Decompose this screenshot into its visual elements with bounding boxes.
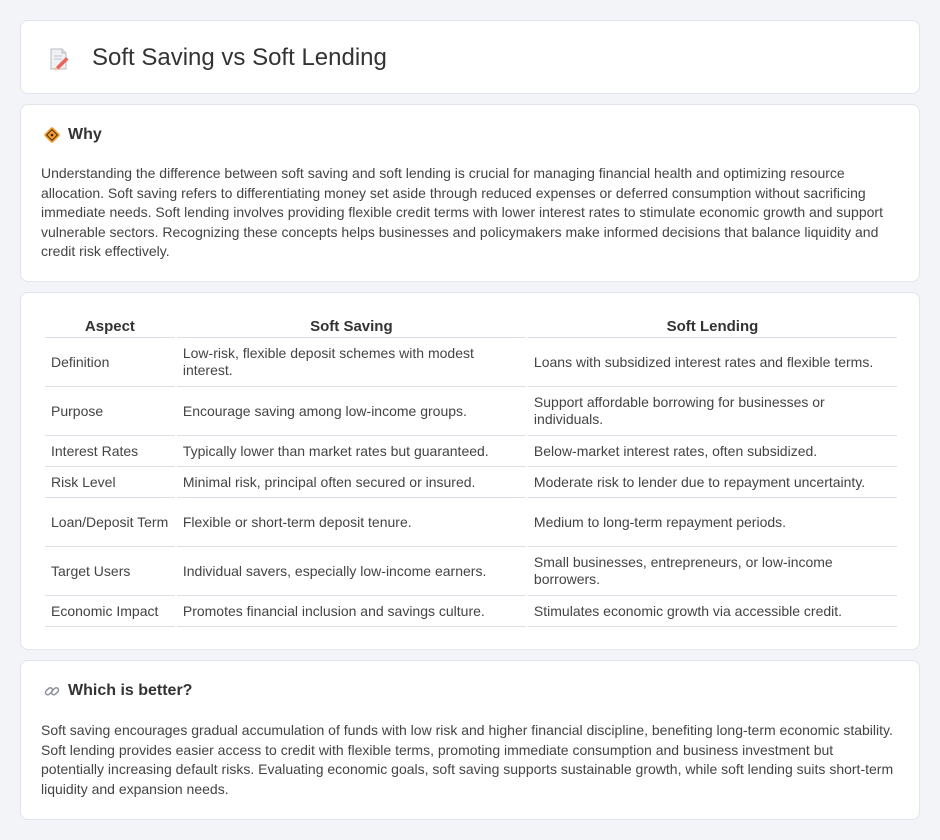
aspect-cell: Loan/Deposit Term	[45, 498, 175, 547]
better-text: Soft saving encourages gradual accumulation of funds with low risk and higher financial discipline, benefiting long-term economic stability. Soft lending provides easier access to credit with flexible terms, promoting immediate consumption and business investment but potentially increasing default risks. Evaluating economic goals, soft saving supports sustainable growth, while soft lending suits short-term liquidity and expansion needs.	[41, 722, 894, 797]
why-header	[43, 126, 102, 144]
aspect-cell: Risk Level	[45, 467, 175, 498]
document-pencil-icon	[48, 47, 70, 71]
soft-saving-cell: Encourage saving among low-income groups.	[177, 387, 526, 436]
soft-lending-cell: Moderate risk to lender due to repayment uncertainty.	[528, 467, 897, 498]
aspect-cell: Purpose	[45, 387, 175, 436]
comparison-table	[43, 317, 899, 627]
soft-lending-cell: Stimulates economic growth via accessible credit.	[528, 596, 897, 627]
better-heading: Which is better?	[68, 682, 193, 699]
comparison-section	[20, 292, 920, 650]
header-soft-lending: Soft Lending	[528, 317, 897, 338]
soft-saving-cell: Individual savers, especially low-income earners.	[177, 547, 526, 596]
soft-saving-cell: Flexible or short-term deposit tenure.	[177, 498, 526, 547]
page-title: Soft Saving vs Soft Lending	[92, 44, 387, 71]
soft-lending-cell: Below-market interest rates, often subsidized.	[528, 436, 897, 467]
table-row	[45, 596, 897, 627]
soft-saving-cell: Minimal risk, principal often secured or insured.	[177, 467, 526, 498]
table-row	[45, 387, 897, 436]
table-row	[45, 338, 897, 387]
why-heading: Why	[68, 126, 102, 143]
diamond-sign-icon	[43, 126, 61, 144]
table-row	[45, 436, 897, 467]
table-header-row	[45, 317, 897, 338]
aspect-cell: Interest Rates	[45, 436, 175, 467]
why-section	[20, 104, 920, 282]
table-row	[45, 547, 897, 596]
header-soft-saving: Soft Saving	[177, 317, 526, 338]
soft-lending-cell: Loans with subsidized interest rates and flexible terms.	[528, 338, 897, 387]
soft-saving-cell: Typically lower than market rates but guaranteed.	[177, 436, 526, 467]
title-card	[20, 20, 920, 94]
aspect-cell: Target Users	[45, 547, 175, 596]
link-icon	[43, 682, 61, 700]
soft-saving-cell: Promotes financial inclusion and savings culture.	[177, 596, 526, 627]
header-aspect: Aspect	[45, 317, 175, 338]
aspect-cell: Economic Impact	[45, 596, 175, 627]
better-section	[20, 660, 920, 820]
soft-saving-cell: Low-risk, flexible deposit schemes with modest interest.	[177, 338, 526, 387]
soft-lending-cell: Support affordable borrowing for businesses or individuals.	[528, 387, 897, 436]
why-text: Understanding the difference between soft saving and soft lending is crucial for managing financial health and optimizing resource allocation. Soft saving refers to differentiating money set aside through reduced expenses or deferred consumption without sacrificing immediate needs. Soft lending involves providing flexible credit terms with lower interest rates to stimulate economic growth and support vulnerable sectors. Recognizing these concepts helps businesses and policymakers make informed decisions that balance liquidity and credit risk effectively.	[41, 165, 883, 260]
soft-lending-cell: Small businesses, entrepreneurs, or low-income borrowers.	[528, 547, 897, 596]
aspect-cell: Definition	[45, 338, 175, 387]
soft-lending-cell: Medium to long-term repayment periods.	[528, 498, 897, 547]
table-row	[45, 498, 897, 547]
table-row	[45, 467, 897, 498]
better-header	[43, 682, 192, 700]
